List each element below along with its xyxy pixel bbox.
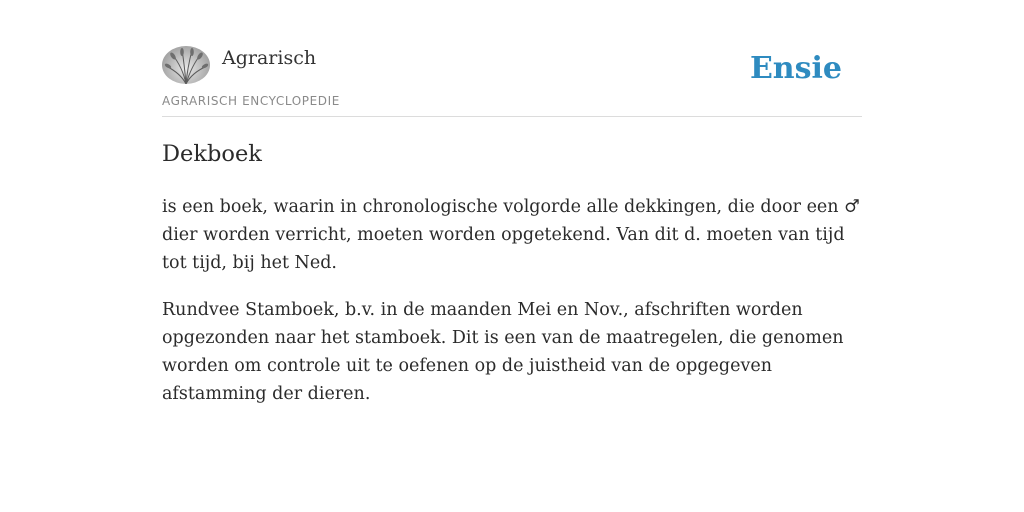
article-paragraph: is een boek, waarin in chronologische volgorde alle dekkingen, die door een ♂ dier worden verricht, moeten worden opgetekend. Van dit d. moeten van tijd tot tijd, bij het Ned. [162,197,860,273]
header [162,0,862,117]
site-subtitle: AGRARISCH ENCYCLOPEDIE [162,94,340,108]
brand-logo-link[interactable]: Ensie [749,51,842,86]
article [162,138,862,427]
site-name-link[interactable]: Agrarisch [222,47,317,69]
wheat-icon[interactable] [162,46,210,84]
page [162,0,862,512]
article-paragraph: Rundvee Stamboek, b.v. in de maanden Mei en Nov., afschriften worden opgezonden naar het stamboek. Dit is een van de maatregelen, die genomen worden om controle uit te oefenen op de juistheid van de opgegeven afstamming der dieren. [162,300,844,404]
article-title: Dekboek [162,141,262,167]
